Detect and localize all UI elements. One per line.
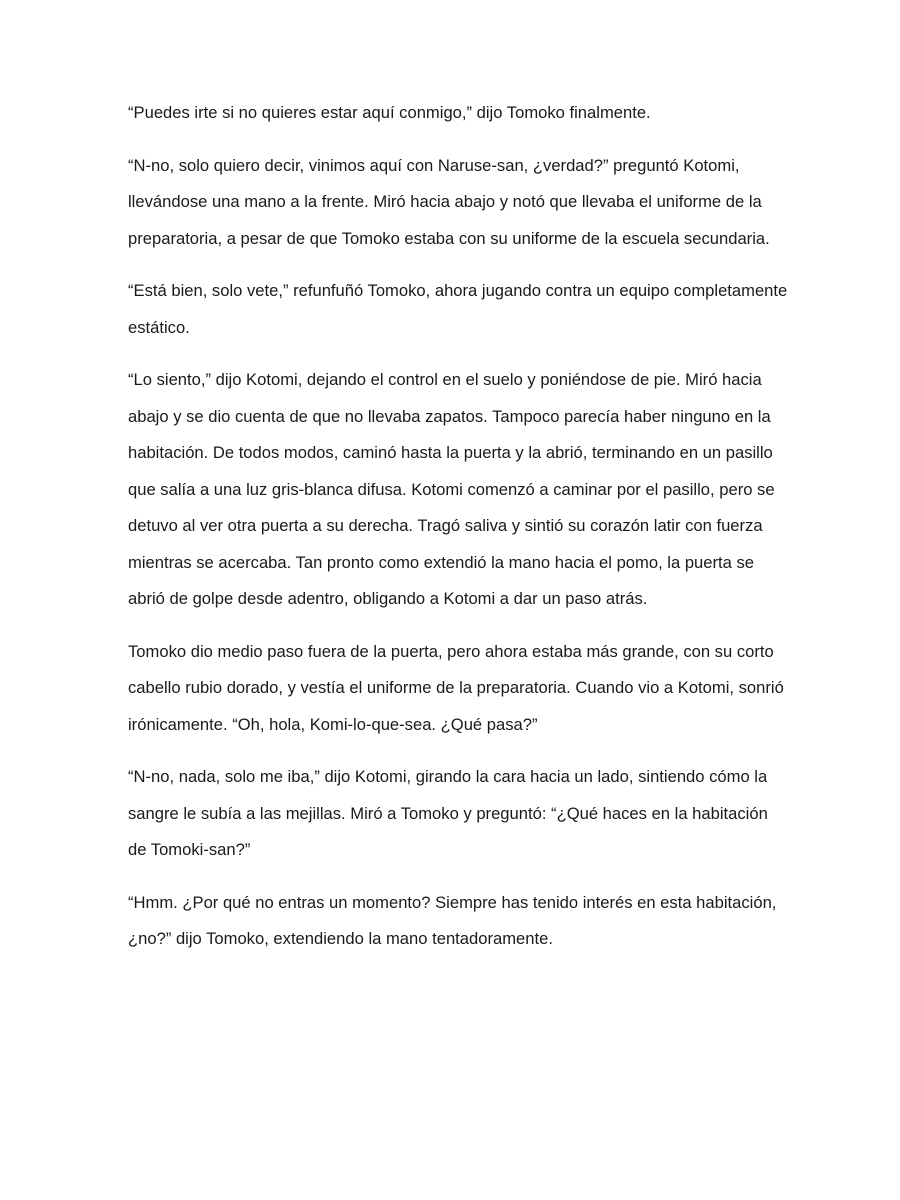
paragraph-4: “Lo siento,” dijo Kotomi, dejando el control en el suelo y poniéndose de pie. Miró hacia abajo y se dio cuenta de que no llevaba zapatos. Tampoco parecía haber ninguno en la habitación. De todos modos, caminó hasta la puerta y la abrió, terminando en un pasillo que salía a una luz gris-blanca difusa. Kotomi comenzó a caminar por el pasillo, pero se detuvo al ver otra puerta a su derecha. Tragó saliva y sintió su corazón latir con fuerza mientras se acercaba. Tan pronto como extendió la mano hacia el pomo, la puerta se abrió de golpe desde adentro, obligando a Kotomi a dar un paso atrás. — [128, 370, 775, 608]
paragraph-7: “Hmm. ¿Por qué no entras un momento? Siempre has tenido interés en esta habitación, ¿no?” dijo Tomoko, extendiendo la mano tentadoramente. — [128, 892, 777, 948]
document-body — [128, 95, 788, 974]
paragraph-6: “N-no, nada, solo me iba,” dijo Kotomi, girando la cara hacia un lado, sintiendo cómo la sangre le subía a las mejillas. Miró a Tomoko y preguntó: “¿Qué haces en la habitación de Tomoki-san?” — [128, 767, 768, 859]
paragraph-2: “N-no, solo quiero decir, vinimos aquí con Naruse-san, ¿verdad?” preguntó Kotomi, llevándose una mano a la frente. Miró hacia abajo y notó que llevaba el uniforme de la preparatoria, a pesar de que Tomoko estaba con su uniforme de la escuela secundaria. — [128, 155, 770, 248]
paragraph-3: “Está bien, solo vete,” refunfuñó Tomoko, ahora jugando contra un equipo completamente estático. — [128, 281, 788, 337]
paragraph-1: “Puedes irte si no quieres estar aquí conmigo,” dijo Tomoko finalmente. — [128, 103, 651, 122]
paragraph-5: Tomoko dio medio paso fuera de la puerta, pero ahora estaba más grande, con su corto cabello rubio dorado, y vestía el uniforme de la preparatoria. Cuando vio a Kotomi, sonrió irónicamente. “Oh, hola, Komi-lo-que-sea. ¿Qué pasa?” — [128, 641, 784, 734]
